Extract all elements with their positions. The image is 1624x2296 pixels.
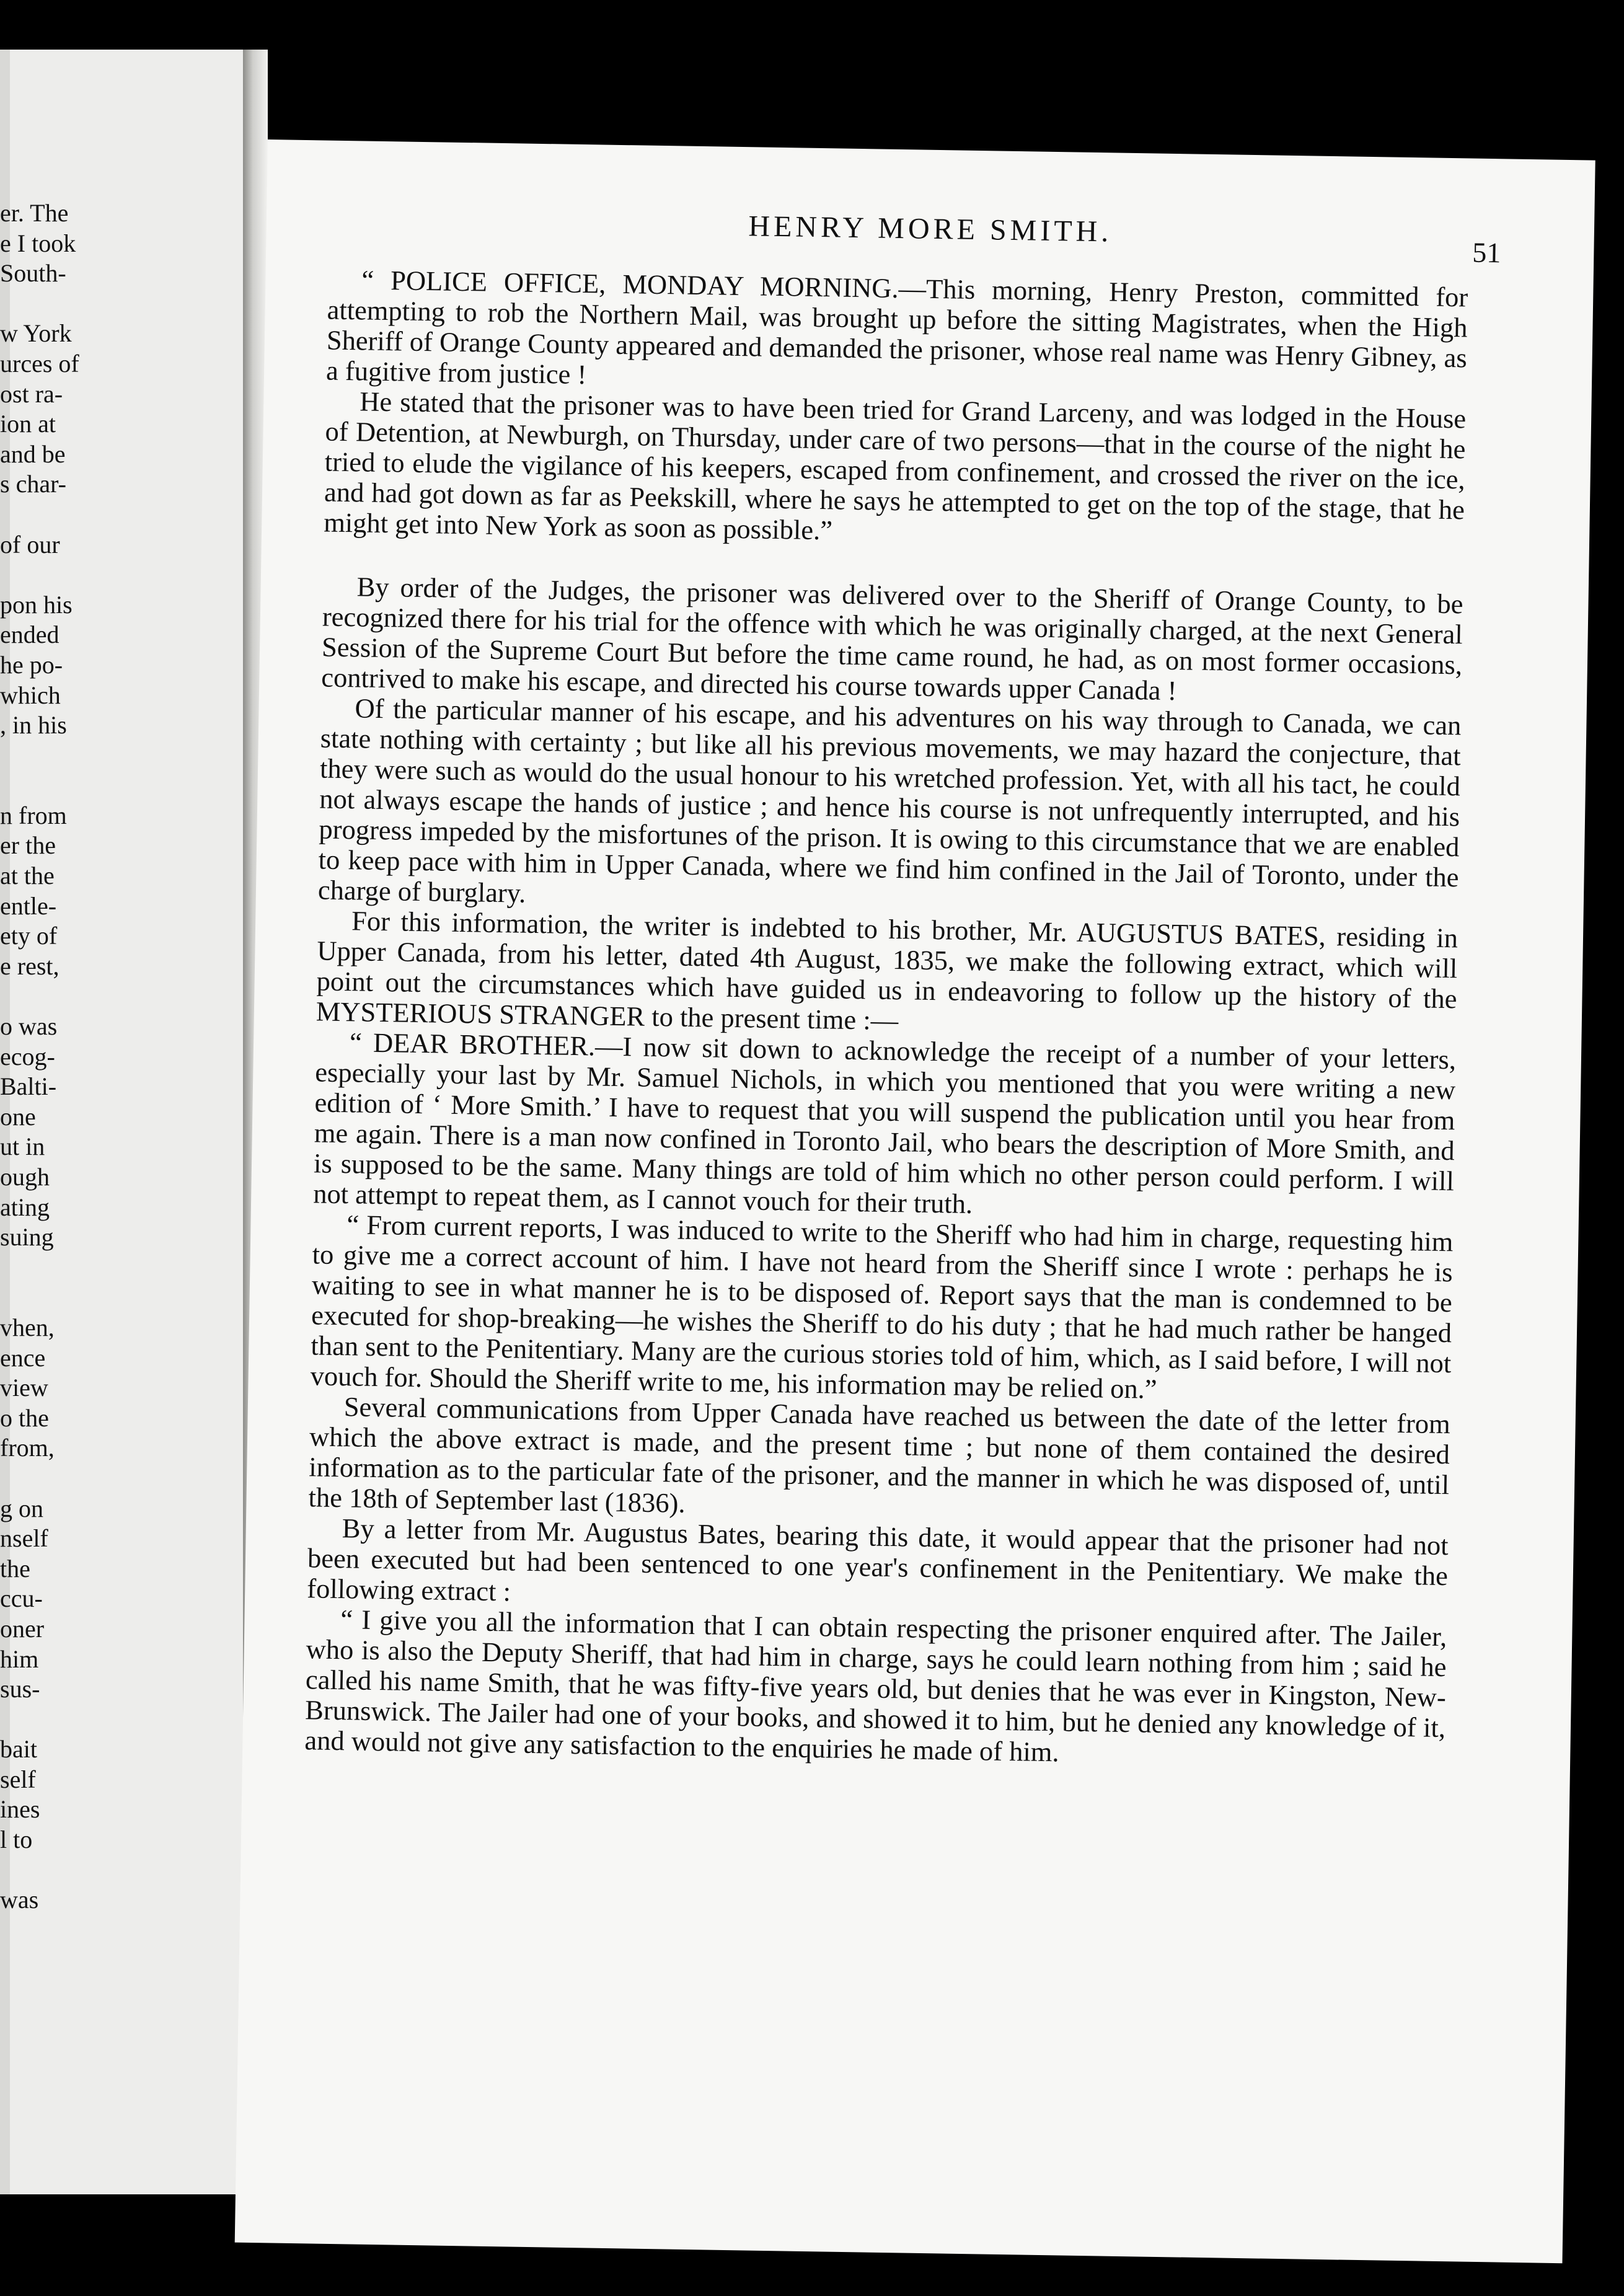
previous-page-line: o was [0,1012,58,1041]
previous-page-text-column [0,198,99,1915]
previous-page-line: vhen, [0,1313,55,1341]
page-body [304,265,1468,1774]
previous-page-line: which [0,681,61,709]
line-gap [0,1705,99,1735]
paragraph: By a letter from Mr. Augustus Bates, bearing this date, it would appear that the prisoner had not been executed but had been sentenced to one year's confinement in the Penitentiary. We make the following extract : [306,1512,1449,1607]
previous-page-line: o the [0,1403,49,1432]
line-gap [0,1283,99,1313]
previous-page-line: l to [0,1826,33,1854]
line-gap [0,560,99,590]
previous-page-line: him [0,1645,39,1673]
previous-page-line: sus- [0,1675,40,1703]
previous-page-line: ost ra- [0,379,63,408]
line-gap [0,770,99,801]
paragraph: By order of the Judges, the prisoner was delivered over to the Sheriff of Orange County, to be recognized there for his trial for the offence with which he was originally charged, at the next General Session of the Supreme Court But before the time came round, he had, as on most former occasions, contrived to make his escape, and directed his course towards upper Canada ! [320,571,1463,707]
paragraph: He stated that the prisoner was to have been tried for Grand Larceny, and was lodged in the House of Detention, at Newburgh, on Thursday, under care of two persons—that in the course of the night he tried to elude the vigilance of his keepers, escaped from confinement, and crossed the river on the ice, and had got down as far as Peekskill, where he says he attempted to get on the top of the stage, that he might get into New York as soon as possible.” [323,386,1467,546]
paragraph: For this information, the writer is indebted to his brother, Mr. AUGUSTUS BATES, residing in Upper Canada, from his letter, dated 4th August, 1835, we make the following extract, which will point out the circumstances which have guided us in endeavoring to follow up the history of the MYSTERIOUS STRANGER to the present time :— [316,905,1459,1036]
previous-page-line: e I took [0,229,76,257]
line-gap [0,500,99,530]
previous-page-line: n from [0,801,67,829]
paragraph: “ I give you all the information that I can obtain respecting the prisoner enquired after. The Jailer, who is also the Deputy Sheriff, that had him in charge, says he could learn nothing from him ; said he called his name Smith, that he was fifty-five years old, but denies that he was ever in Kingston, New-Brunswick. The Jailer had one of your books, and showed it to him, but he denied any knowledge of it, and would not give any satisfaction to the enquiries he made of him. [304,1604,1447,1768]
previous-page-line: w York [0,319,72,348]
previous-page-line: ion at [0,410,56,438]
paragraph: “ DEAR BROTHER.—I now sit down to acknowledge the receipt of a number of your letters, especially your last by Mr. Samuel Nichols, in which you mentioned that you were writing a new edition of ‘ More Smith.’ I have to request that you will suspend the publication until you hear from me again. There is a man now confined in Toronto Jail, who bears the description of More Smith, and is supposed to be the same. Many things are told of him which no other person could perform. I will not attempt to repeat them, as I cannot vouch for their truth. [312,1027,1457,1220]
paragraph: “ From current reports, I was induced to write to the Sheriff who had him in charge, requesting him to give me a correct account of him. I have not heard from the Sheriff since I wrote : perhaps he is waiting to see in what manner he is to be disposed of. Report says that the man is condemned to be executed for shop-breaking—he wishes the Sheriff to do his duty ; that he had much rather be hanged than sent to the Penitentiary. Many are the curious stories told of him, which, as I said before, I will not vouch for. Should the Sheriff write to me, his information may be relied on.” [310,1209,1454,1405]
book-page [235,139,1595,2263]
line-gap [0,1253,99,1283]
previous-page-line: Balti- [0,1072,57,1101]
previous-page-line: ence [0,1343,46,1372]
previous-page-line: and be [0,439,66,468]
previous-page-line: from, [0,1434,55,1462]
line-gap [0,1464,99,1494]
previous-page-line: entle- [0,891,57,920]
previous-page-line: ecog- [0,1042,55,1071]
previous-page-line: ines [0,1795,40,1824]
previous-page-line: s char- [0,470,66,498]
previous-page-fragment [0,50,247,2194]
previous-page-line: ut in [0,1133,45,1161]
previous-page-line: ating [0,1193,50,1221]
previous-page-line: he po- [0,650,63,679]
previous-page-line: g on [0,1494,43,1522]
previous-page-line: view [0,1374,48,1402]
line-gap [0,981,99,1012]
line-gap [0,741,99,771]
previous-page-line: urces of [0,349,79,378]
previous-page-line: ended [0,620,60,649]
previous-page-line: bait [0,1735,37,1764]
previous-page-line: suing [0,1223,54,1252]
previous-page-line: pon his [0,590,73,619]
line-gap [0,1855,99,1886]
page-number: 51 [1472,236,1501,269]
previous-page-line: was [0,1886,39,1914]
running-head: HENRY MORE SMITH. [748,210,1113,249]
previous-page-line: one [0,1102,36,1131]
previous-page-line: at the [0,862,55,890]
previous-page-line: nself [0,1524,48,1553]
previous-page-line: , in his [0,711,67,740]
previous-page-line: of our [0,530,60,559]
previous-page-line: self [0,1765,36,1793]
paragraph: Of the particular manner of his escape, and his adventures on his way through to Canada, we can state nothing with certainty ; but like all his previous movements, we may hazard the conjecture, that they were such as would do the usual honour to his wretched profession. Yet, with all his tact, he could not always escape the hands of justice ; and hence his course is not unfrequently interrupted, and his progress impeded by the misfortunes of the prison. It is owing to this circumstance that we are enabled to keep pace with him in Upper Canada, where we find him confined in the Jail of Toronto, under the charge of burglary. [317,692,1462,909]
paragraph: Several communications from Upper Canada have reached us between the date of the letter from which the above extract is made, and the present time ; but none of them contained the desired information as to the particular fate of the prisoner, and the manner in which he was disposed of, until the 18th of September last (1836). [308,1391,1451,1519]
previous-page-line: er. The [0,199,69,227]
previous-page-line: ccu- [0,1584,43,1613]
previous-page-line: ough [0,1163,50,1191]
previous-page-line: South- [0,259,66,288]
previous-page-line: oner [0,1614,45,1643]
previous-page-line: e rest, [0,952,60,980]
previous-page-line: the [0,1554,30,1583]
previous-page-line: ety of [0,922,58,950]
paragraph: “ POLICE OFFICE, MONDAY MORNING.—This morning, Henry Preston, committed for attempting to rob the Northern Mail, was brought up before the sitting Magistrates, when the High Sheriff of Orange County appeared and demanded the prisoner, whose real name was Henry Gibney, as a fugitive from justice ! [325,264,1468,391]
line-gap [0,289,99,319]
previous-page-line: er the [0,831,56,860]
